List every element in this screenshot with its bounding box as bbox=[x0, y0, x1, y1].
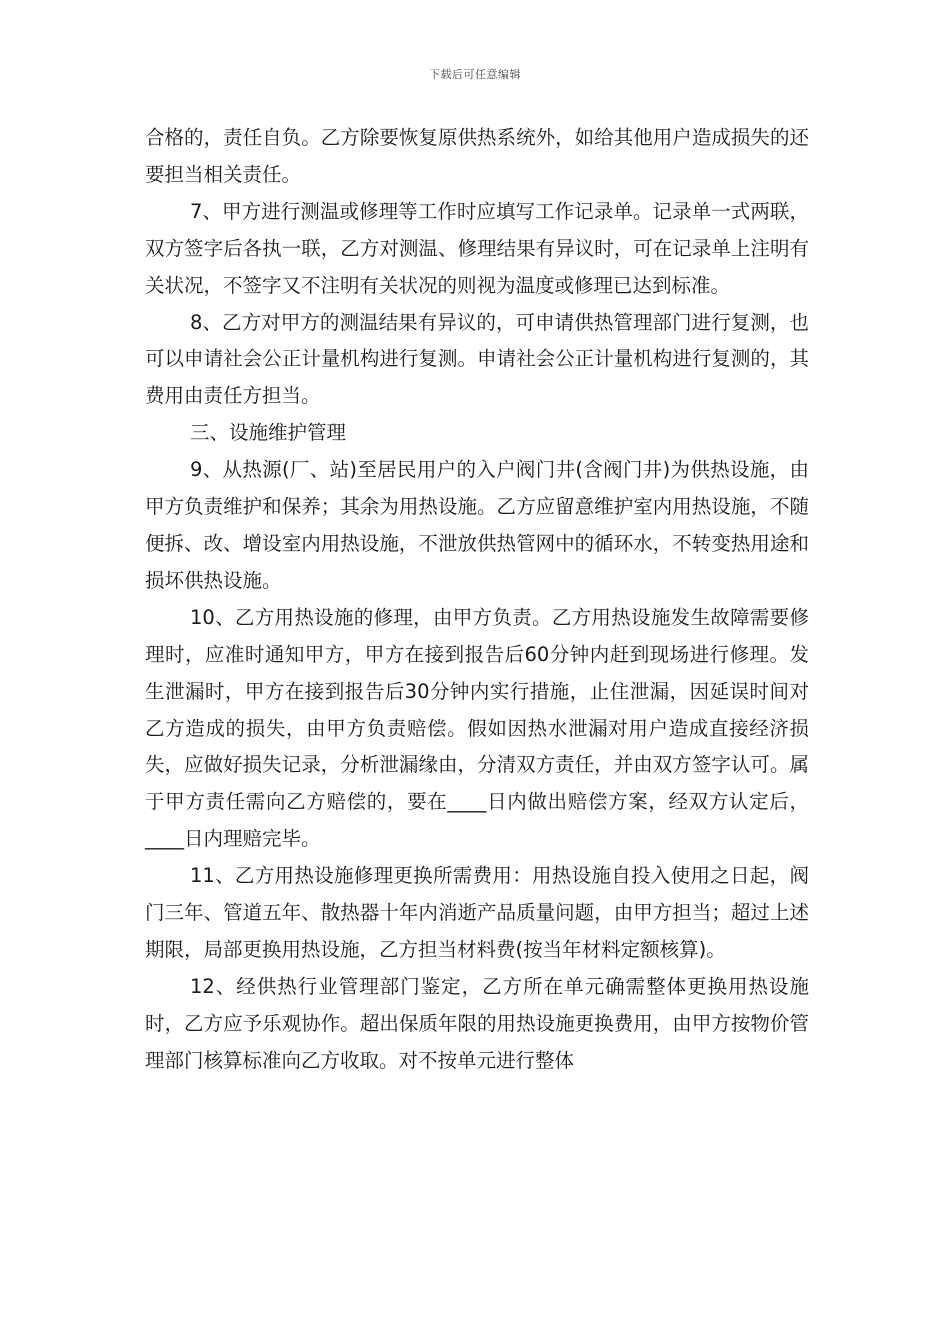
clause-10: 10、乙方用热设施的修理，由甲方负责。乙方用热设施发生故障需要修理时，应准时通知甲方，甲方在接到报告后60分钟内赶到现场进行修理。发生泄漏时，甲方在接到报告后30分钟内实行措施，止住泄漏，因延误时间对乙方造成的损失，由甲方负责赔偿。假如因热水泄漏对用户造成直接经济损失，应做好损失记录，分析泄漏缘由，分清双方责任，并由双方签字认可。属于甲方责任需向乙方赔偿的，要在____日内做出赔偿方案，经双方认定后，____日内理赔完毕。 bbox=[145, 605, 809, 851]
clause-8: 8、乙方对甲方的测温结果有异议的，可申请供热管理部门进行复测，也可以申请社会公正计量机构进行复测。申请社会公正计量机构进行复测的，其费用由责任方担当。 bbox=[145, 310, 809, 408]
clause-7: 7、甲方进行测温或修理等工作时应填写工作记录单。记录单一式两联，双方签字后各执一联，乙方对测温、修理结果有异议时，可在记录单上注明有关状况，不签字又不注明有关状况的则视为温度或修理已达到标准。 bbox=[145, 199, 809, 297]
clause-11: 11、乙方用热设施修理更换所需费用：用热设施自投入使用之日起，阀门三年、管道五年、散热器十年内消逝产品质量问题，由甲方担当；超过上述期限，局部更换用热设施，乙方担当材料费(按当年材料定额核算)。 bbox=[145, 864, 809, 961]
section-heading-facility-maintenance: 三、设施维护管理 bbox=[190, 421, 347, 445]
clause-9: 9、从热源(厂、站)至居民用户的入户阀门井(含阀门井)为供热设施，由甲方负责维护和保养；其余为用热设施。乙方应留意维护室内用热设施，不随便拆、改、增设室内用热设施，不泄放供热管网中的循环水，不转变热用途和损坏供热设施。 bbox=[145, 458, 809, 592]
clause-12: 12、经供热行业管理部门鉴定，乙方所在单元确需整体更换用热设施时，乙方应予乐观协作。超出保质年限的用热设施更换费用，由甲方按物价管理部门核算标准向乙方收取。对不按单元进行整体 bbox=[145, 974, 809, 1072]
page-header-note: 下载后可任意编辑 bbox=[429, 68, 521, 81]
paragraph-continuation: 合格的，责任自负。乙方除要恢复原供热系统外，如给其他用户造成损失的还要担当相关责任。 bbox=[145, 126, 809, 186]
document-body bbox=[145, 120, 809, 1080]
